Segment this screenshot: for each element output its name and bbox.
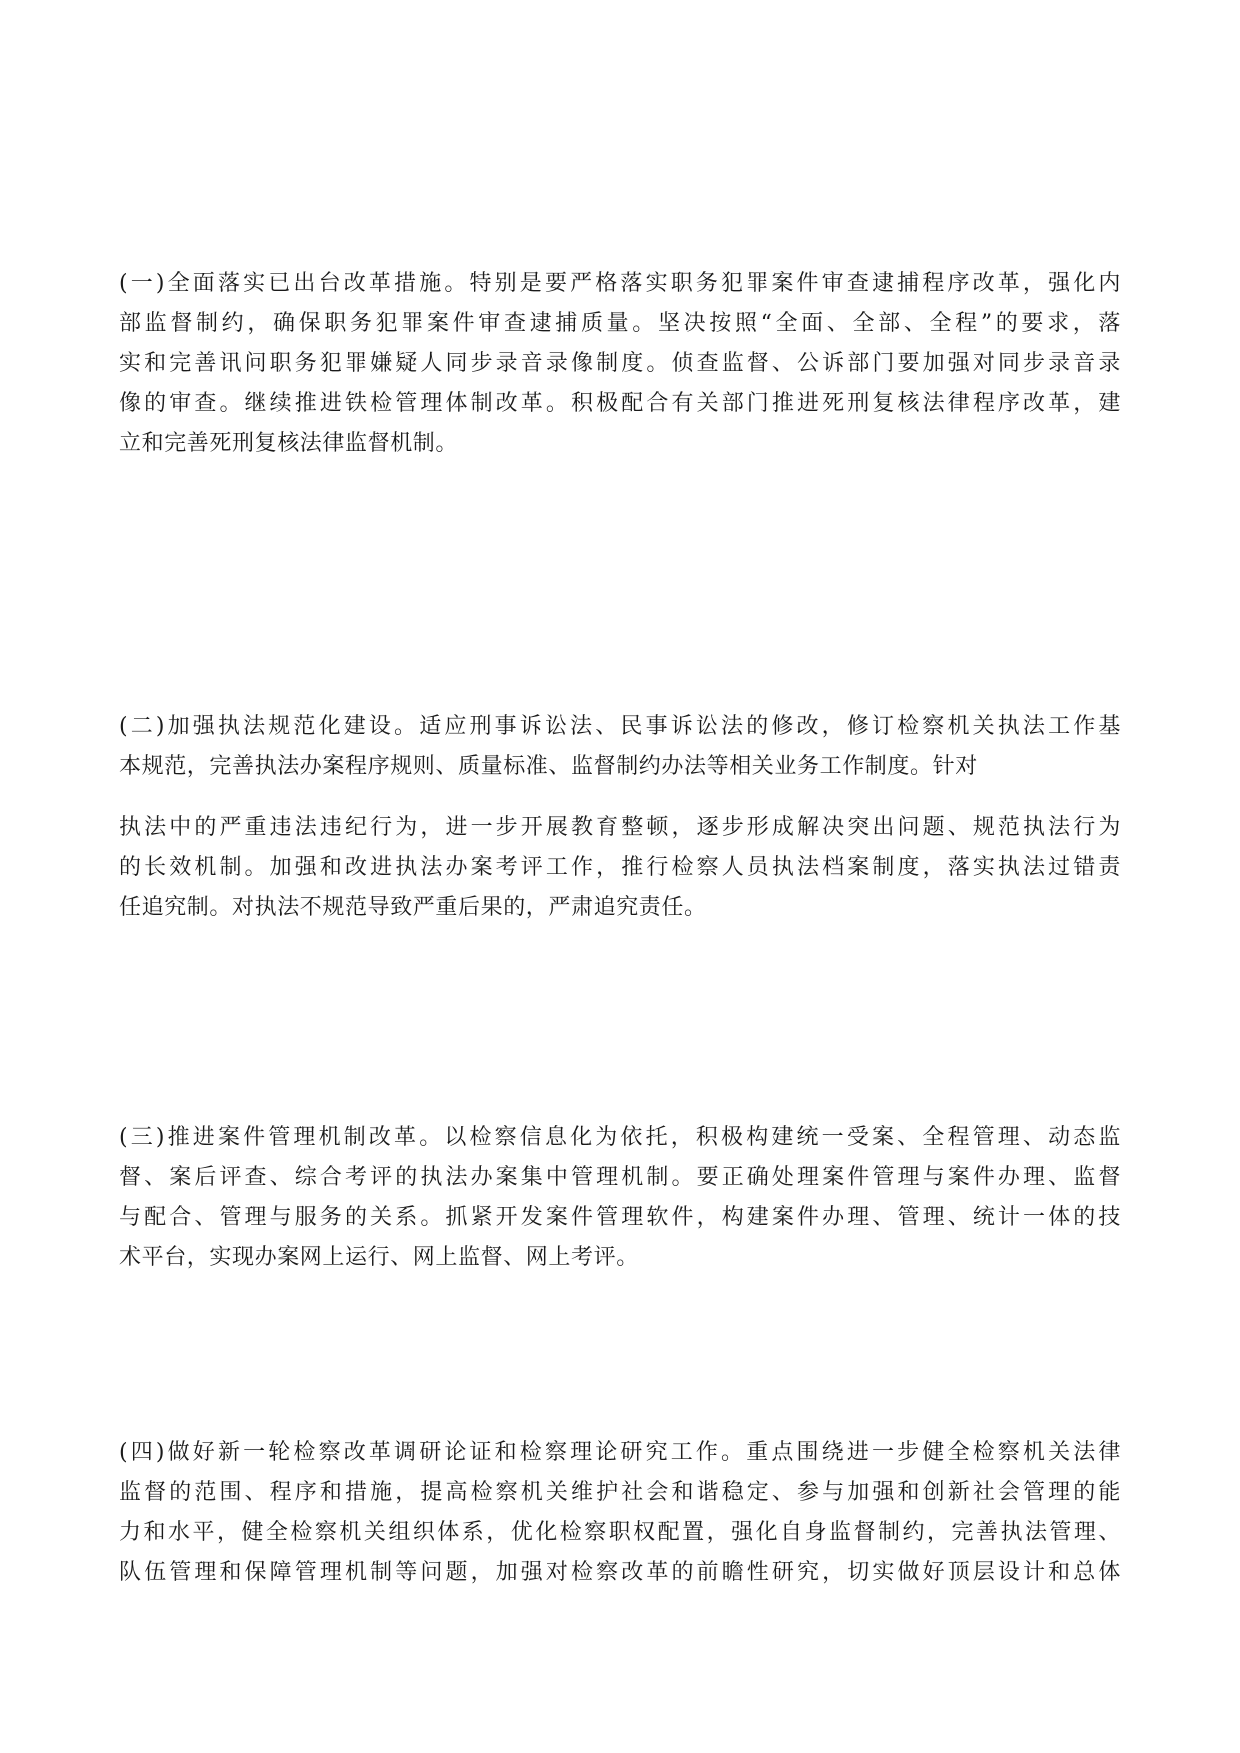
paragraph-3 bbox=[119, 1118, 1121, 1278]
paragraph-line: 任追究制。对执法不规范导致严重后果的，严肃追究责任。 bbox=[119, 895, 707, 920]
paragraph-line: 立和完善死刑复核法律监督机制。 bbox=[119, 431, 459, 456]
paragraph-2 bbox=[119, 707, 1121, 787]
paragraph-line: 实和完善讯问职务犯罪嫌疑人同步录音录像制度。侦查监督、公诉部门要加强对同步录音录 bbox=[119, 351, 1121, 376]
paragraph-line: (四)做好新一轮检察改革调研论证和检察理论研究工作。重点围绕进一步健全检察机关法律 bbox=[119, 1440, 1121, 1465]
paragraph-2-continued bbox=[119, 808, 1121, 928]
paragraph-line: 本规范，完善执法办案程序规则、质量标准、监督制约办法等相关业务工作制度。针对 bbox=[119, 754, 978, 779]
paragraph-line: 执法中的严重违法违纪行为，进一步开展教育整顿，逐步形成解决突出问题、规范执法行为 bbox=[119, 815, 1121, 840]
paragraph-line: 术平台，实现办案网上运行、网上监督、网上考评。 bbox=[119, 1245, 639, 1270]
paragraph-line: (三)推进案件管理机制改革。以检察信息化为依托，积极构建统一受案、全程管理、动态监 bbox=[119, 1125, 1121, 1150]
paragraph-4 bbox=[119, 1433, 1121, 1593]
paragraph-line: 部监督制约，确保职务犯罪案件审查逮捕质量。坚决按照“全面、全部、全程”的要求，落 bbox=[119, 311, 1121, 336]
paragraph-line: 力和水平，健全检察机关组织体系，优化检察职权配置，强化自身监督制约，完善执法管理、 bbox=[119, 1520, 1121, 1545]
paragraph-1 bbox=[119, 264, 1121, 464]
paragraph-line: 的长效机制。加强和改进执法办案考评工作，推行检察人员执法档案制度，落实执法过错责 bbox=[119, 855, 1121, 880]
paragraph-line: 监督的范围、程序和措施，提高检察机关维护社会和谐稳定、参与加强和创新社会管理的能 bbox=[119, 1480, 1121, 1505]
paragraph-line: (一)全面落实已出台改革措施。特别是要严格落实职务犯罪案件审查逮捕程序改革，强化内 bbox=[119, 271, 1121, 296]
paragraph-line: 队伍管理和保障管理机制等问题，加强对检察改革的前瞻性研究，切实做好顶层设计和总体 bbox=[119, 1560, 1121, 1585]
paragraph-line: (二)加强执法规范化建设。适应刑事诉讼法、民事诉讼法的修改，修订检察机关执法工作基 bbox=[119, 714, 1121, 739]
paragraph-line: 像的审查。继续推进铁检管理体制改革。积极配合有关部门推进死刑复核法律程序改革，建 bbox=[119, 391, 1121, 416]
paragraph-line: 督、案后评查、综合考评的执法办案集中管理机制。要正确处理案件管理与案件办理、监督 bbox=[119, 1165, 1121, 1190]
paragraph-line: 与配合、管理与服务的关系。抓紧开发案件管理软件，构建案件办理、管理、统计一体的技 bbox=[119, 1205, 1121, 1230]
